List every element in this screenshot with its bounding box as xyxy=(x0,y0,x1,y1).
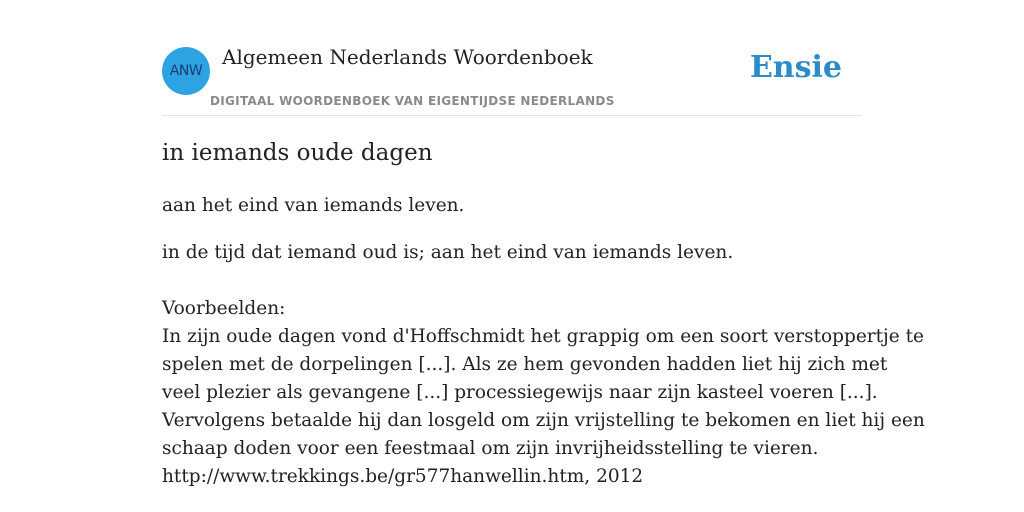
examples-section xyxy=(162,295,925,491)
example-line: veel plezier als gevangene [...] processiegewijs naar zijn kasteel voeren [...]. xyxy=(162,382,878,403)
entry-title: in iemands oude dagen xyxy=(162,140,433,166)
example-line: spelen met de dorpelingen [...]. Als ze hem gevonden hadden liet hij zich met xyxy=(162,354,888,375)
definition-2: in de tijd dat iemand oud is; aan het eind van iemands leven. xyxy=(162,242,734,263)
example-source: http://www.trekkings.be/gr577hanwellin.htm, 2012 xyxy=(162,466,644,487)
site-title[interactable]: Algemeen Nederlands Woordenboek xyxy=(222,45,593,69)
logo-text: ANW xyxy=(169,63,203,79)
anw-logo[interactable] xyxy=(162,47,210,95)
site-subtitle: DIGITAAL WOORDENBOEK VAN EIGENTIJDSE NEDERLANDS xyxy=(210,94,615,108)
site-header xyxy=(162,0,862,116)
example-line: schaap doden voor een feestmaal om zijn invrijheidsstelling te vieren. xyxy=(162,438,819,459)
example-line: In zijn oude dagen vond d'Hoffschmidt het grappig om een soort verstoppertje te xyxy=(162,326,925,347)
definition-1: aan het eind van iemands leven. xyxy=(162,195,465,216)
examples-heading: Voorbeelden: xyxy=(162,298,286,319)
page xyxy=(162,0,925,487)
ensie-brand-logo[interactable]: Ensie xyxy=(749,50,842,85)
example-line: Vervolgens betaalde hij dan losgeld om zijn vrijstelling te bekomen en liet hij een xyxy=(162,410,925,431)
